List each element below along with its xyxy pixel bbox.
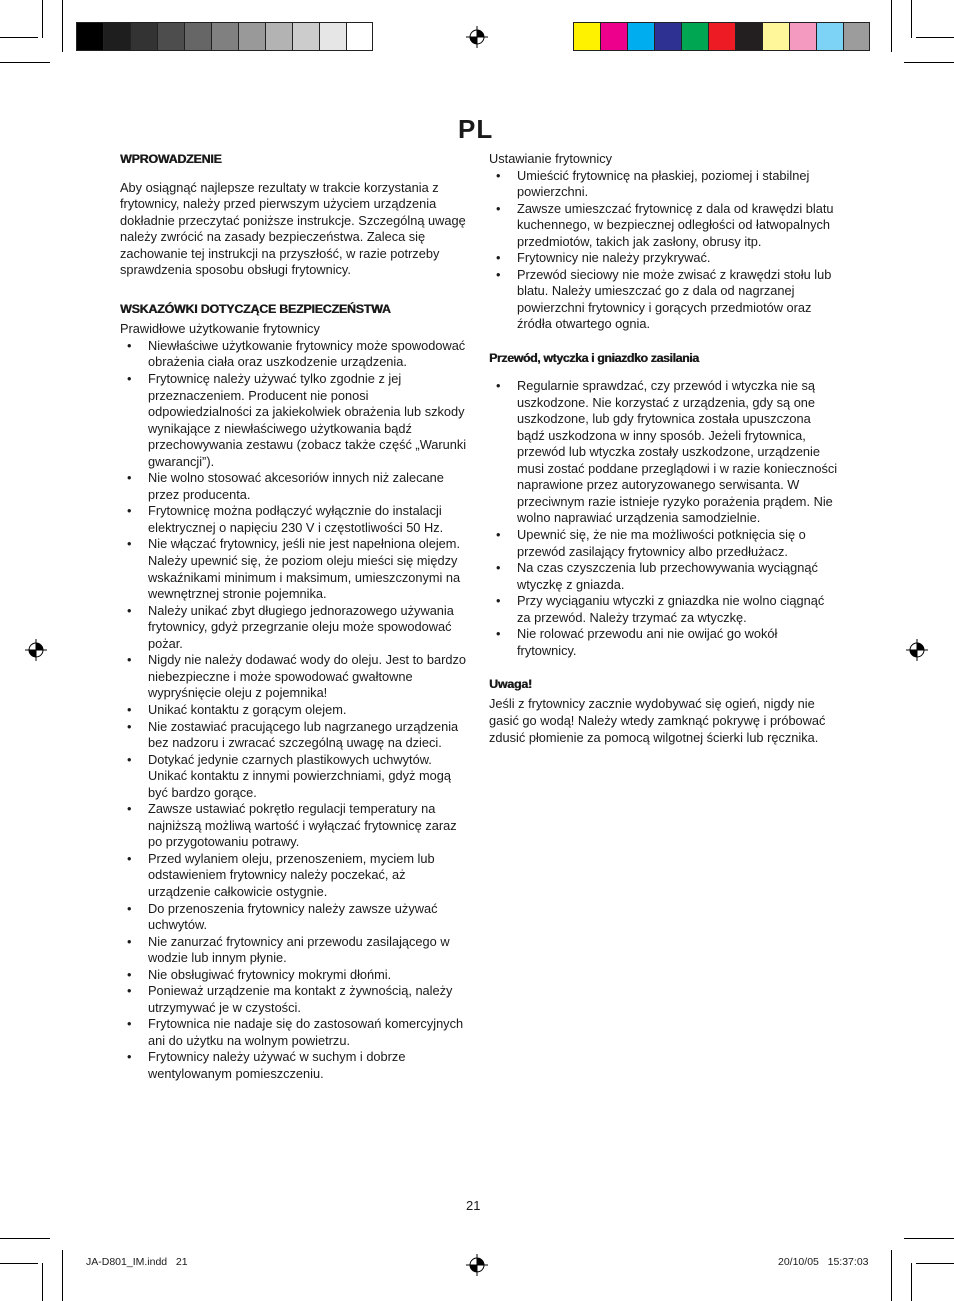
- list-item: • Frytownicy nie należy przykrywać.: [489, 250, 839, 267]
- warning-paragraph: Jeśli z frytownicy zacznie wydobywać się ogień, nigdy nie gasić go wodą! Należy wtedy zamknąć pokrywę i próbować zdusić płomienie za pomocą wilgotnej ścierki lub ręcznika.: [489, 696, 826, 745]
- list-item: • Należy unikać zbyt długiego jednorazowego używania frytownicy, gdyż przegrzanie oleju może spowodować pożar.: [120, 603, 470, 653]
- crop-mark: [62, 1250, 63, 1301]
- color-swatch: [184, 22, 211, 51]
- list-item: • Umieścić frytownicę na płaskiej, poziomej i stabilnej powierzchni.: [489, 168, 839, 201]
- list-item: • Niewłaściwe użytkowanie frytownicy może spowodować obrażenia ciała oraz uszkodzenie urządzenia.: [120, 338, 470, 371]
- grayscale-color-bar: [76, 22, 373, 51]
- color-swatch: [843, 22, 870, 51]
- crop-mark: [916, 1263, 954, 1264]
- list-item: • Dotykać jedynie czarnych plastikowych uchwytów. Unikać kontaktu z innymi powierzchniami, gdyż mogą być bardzo gorące.: [120, 752, 470, 802]
- intro-heading: WPROWADZENIE: [120, 152, 222, 166]
- left-column: [120, 151, 470, 1083]
- crop-mark: [0, 62, 50, 63]
- slug-datetime: 20/10/05 15:37:03: [778, 1256, 869, 1268]
- cord-list: [489, 378, 839, 659]
- registration-mark-icon: [906, 639, 928, 661]
- color-swatch: [103, 22, 130, 51]
- list-item: • Upewnić się, że nie ma możliwości potknięcia się o przewód zasilający frytownicy albo przedłużacz.: [489, 527, 839, 560]
- registration-mark-icon: [466, 26, 488, 48]
- crop-mark: [916, 37, 954, 38]
- crop-mark: [0, 1263, 38, 1264]
- color-swatch: [735, 22, 762, 51]
- warning-heading: Uwaga!: [489, 676, 532, 691]
- list-item: • Regularnie sprawdzać, czy przewód i wtyczka nie są uszkodzone. Nie korzystać z urządzenia, gdy są one uszkodzone, lub gdy frytownica została upuszczona bądź uszkodzona w inny sposób. Jeżeli frytownica, przewód lub wtyczka zostały uszkodzone, urządzenie musi zostać poddane przeglądowi i w razie konieczności naprawione przez autoryzowanego serwisanta. W przeciwnym razie istnieje ryzyko porażenia prądem. Nie wolno naprawiać urządzenia samodzielnie.: [489, 378, 839, 527]
- list-item: • Do przenoszenia frytownicy należy zawsze używać uchwytów.: [120, 901, 470, 934]
- color-swatch: [211, 22, 238, 51]
- color-swatch: [816, 22, 843, 51]
- list-item: • Nie rolować przewodu ani nie owijać go wokół frytownicy.: [489, 626, 839, 659]
- placement-list: [489, 168, 839, 333]
- proper-use-list: [120, 338, 470, 1083]
- color-swatch: [292, 22, 319, 51]
- list-item: • Frytownicy należy używać w suchym i dobrze wentylowanym pomieszczeniu.: [120, 1049, 470, 1082]
- list-item: • Zawsze umieszczać frytownicę z dala od krawędzi blatu kuchennego, w bezpiecznej odległości od łatwopalnych przedmiotów, takich jak zasłony, obrusy itp.: [489, 201, 839, 251]
- list-item: • Ponieważ urządzenie ma kontakt z żywnością, należy utrzymywać je w czystości.: [120, 983, 470, 1016]
- color-swatch: [681, 22, 708, 51]
- proper-use-label: Prawidłowe użytkowanie frytownicy: [120, 321, 320, 337]
- registration-mark-icon: [25, 639, 47, 661]
- crop-mark: [891, 0, 892, 52]
- cord-heading: Przewód, wtyczka i gniazdko zasilania: [489, 350, 699, 365]
- list-item: • Nigdy nie należy dodawać wody do oleju. Jest to bardzo niebezpieczne i może spowodować gwałtowne wypryśnięcie oleju z pojemnika!: [120, 652, 470, 702]
- placement-label: Ustawianie frytownicy: [489, 151, 613, 166]
- list-item: • Frytownicę należy używać tylko zgodnie z jej przeznaczeniem. Producent nie ponosi odpowiedzialności za jakiekolwiek obrażenia lub szkody wynikające z niewłaściwego użytkowania bądź przechowywania zestawu (zobacz także część „Warunki gwarancji”).: [120, 371, 470, 470]
- list-item: • Zawsze ustawiać pokrętło regulacji temperatury na najniższą możliwą wartość i wyłączać frytownicę zaraz po przygotowaniu potrawy.: [120, 801, 470, 851]
- crop-mark: [904, 62, 954, 63]
- process-color-bar: [573, 22, 870, 51]
- list-item: • Przewód sieciowy nie może zwisać z krawędzi stołu lub blatu. Należy umieszczać go z dala od nagrzanej powierzchni frytownicy i gorących przedmiotów oraz źródła otwartego ognia.: [489, 267, 839, 333]
- color-swatch: [76, 22, 103, 51]
- color-swatch: [157, 22, 184, 51]
- list-item: • Przed wylaniem oleju, przenoszeniem, myciem lub odstawieniem frytownicy należy poczekać, aż urządzenie całkowicie ostygnie.: [120, 851, 470, 901]
- color-swatch: [654, 22, 681, 51]
- list-item: • Frytownicę można podłączyć wyłącznie do instalacji elektrycznej o napięciu 230 V i częstotliwości 50 Hz.: [120, 503, 470, 536]
- list-item: • Nie zanurzać frytownicy ani przewodu zasilającego w wodzie lub innym płynie.: [120, 934, 470, 967]
- color-swatch: [573, 22, 600, 51]
- color-swatch: [627, 22, 654, 51]
- color-swatch: [319, 22, 346, 51]
- right-column: [489, 151, 839, 746]
- list-item: • Nie obsługiwać frytownicy mokrymi dłońmi.: [120, 967, 470, 984]
- list-item: • Na czas czyszczenia lub przechowywania wyciągnąć wtyczkę z gniazda.: [489, 560, 839, 593]
- list-item: • Frytownica nie nadaje się do zastosowań komercyjnych ani do użytku na wolnym powietrzu.: [120, 1016, 470, 1049]
- crop-mark: [891, 1250, 892, 1301]
- language-code: PL: [458, 114, 494, 144]
- color-swatch: [600, 22, 627, 51]
- crop-mark: [0, 1238, 50, 1239]
- list-item: • Unikać kontaktu z gorącym olejem.: [120, 702, 470, 719]
- color-swatch: [238, 22, 265, 51]
- color-swatch: [708, 22, 735, 51]
- crop-mark: [62, 0, 63, 52]
- color-swatch: [265, 22, 292, 51]
- crop-mark: [911, 1263, 912, 1301]
- color-swatch: [346, 22, 373, 51]
- color-swatch: [762, 22, 789, 51]
- crop-mark: [904, 1238, 954, 1239]
- safety-heading: WSKAZÓWKI DOTYCZĄCE BEZPIECZEŃSTWA: [120, 301, 391, 316]
- intro-paragraph: Aby osiągnąć najlepsze rezultaty w trakcie korzystania z frytownicy, należy przed pierwszym użyciem urządzenia dokładnie przeczytać poniższe instrukcje. Szczególną uwagę należy zwrócić na zasady bezpieczeństwa. Zaleca się zachowanie tej instrukcji na przyszłość, w razie potrzeby sprawdzenia sposobu obsługi frytownicy.: [120, 179, 466, 278]
- crop-mark: [0, 37, 38, 38]
- registration-mark-icon: [466, 1254, 488, 1276]
- list-item: • Nie włączać frytownicy, jeśli nie jest napełniona olejem. Należy upewnić się, że poziom oleju mieści się między wskaźnikami minimum i maksimum, umieszczonymi na wewnętrznej stronie pojemnika.: [120, 536, 470, 602]
- list-item: • Nie zostawiać pracującego lub nagrzanego urządzenia bez nadzoru i zwracać szczególną uwagę na dzieci.: [120, 719, 470, 752]
- crop-mark: [42, 1263, 43, 1301]
- page-number: 21: [466, 1198, 481, 1213]
- crop-mark: [911, 0, 912, 38]
- color-swatch: [789, 22, 816, 51]
- list-item: • Nie wolno stosować akcesoriów innych niż zalecane przez producenta.: [120, 470, 470, 503]
- crop-mark: [42, 0, 43, 38]
- color-swatch: [130, 22, 157, 51]
- list-item: • Przy wyciąganiu wtyczki z gniazdka nie wolno ciągnąć za przewód. Należy trzymać za wtyczkę.: [489, 593, 839, 626]
- slug-file: JA-D801_IM.indd 21: [86, 1256, 188, 1268]
